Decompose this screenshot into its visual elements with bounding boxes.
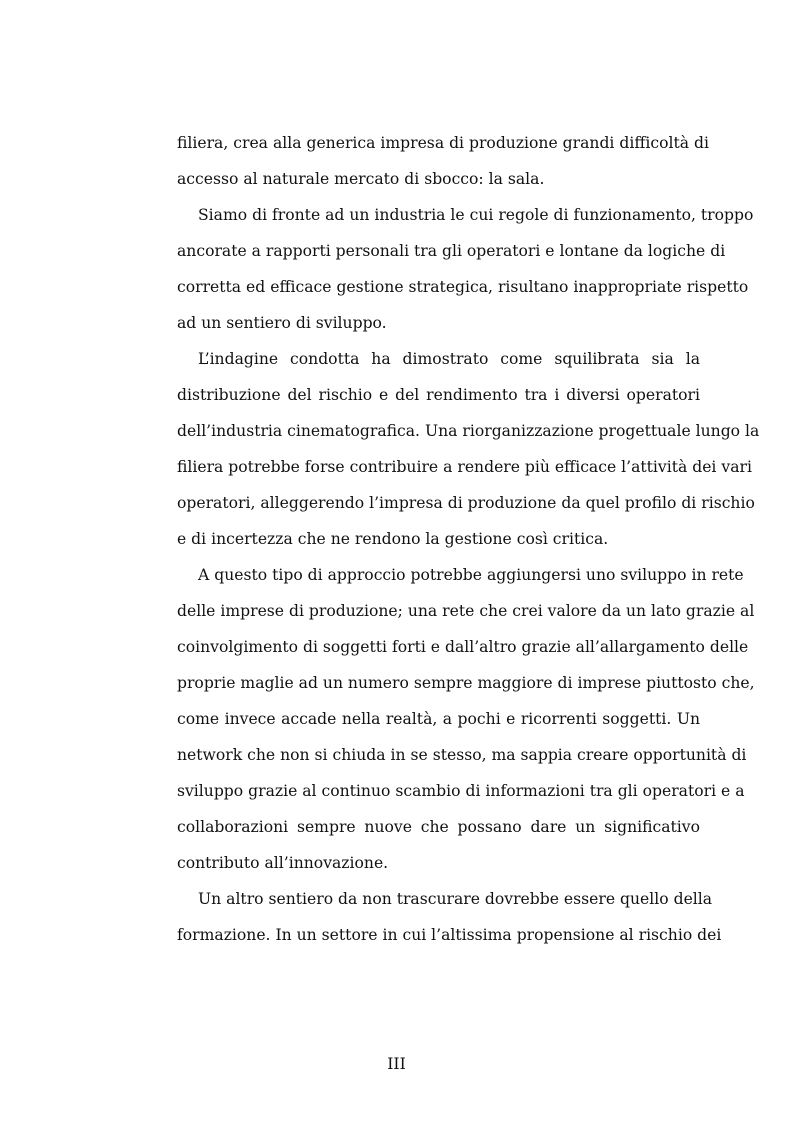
body-text (177, 125, 760, 953)
text-line: proprie maglie ad un numero sempre maggiore di imprese piuttosto che, (177, 674, 755, 692)
text-line: corretta ed efficace gestione strategica, risultano inappropriate rispetto (177, 278, 749, 296)
text-line: Siamo di fronte ad un industria le cui regole di funzionamento, troppo (198, 206, 754, 224)
text-line: operatori, alleggerendo l’impresa di produzione da quel profilo di rischio (177, 494, 755, 512)
paragraph-2 (177, 197, 754, 341)
text-line: e di incertezza che ne rendono la gestione così critica. (177, 530, 609, 548)
text-line: filiera, crea alla generica impresa di produzione grandi difficoltà di (177, 134, 709, 152)
text-line: Un altro sentiero da non trascurare dovrebbe essere quello della (198, 890, 713, 908)
text-line: dell’industria cinematografica. Una riorganizzazione progettuale lungo la (177, 422, 760, 440)
text-line: collaborazioni sempre nuove che possano dare un significativo (177, 818, 700, 836)
text-line: distribuzione del rischio e del rendimento tra i diversi operatori (177, 386, 700, 404)
text-line: network che non si chiuda in se stesso, ma sappia creare opportunità di (177, 746, 747, 764)
page-number: III (387, 1055, 406, 1073)
text-line: ad un sentiero di sviluppo. (177, 314, 387, 332)
text-line: A questo tipo di approccio potrebbe aggiungersi uno sviluppo in rete (198, 566, 744, 584)
text-line: coinvolgimento di soggetti forti e dall’altro grazie all’allargamento delle (177, 638, 749, 656)
text-line: accesso al naturale mercato di sbocco: la sala. (177, 170, 545, 188)
text-line: formazione. In un settore in cui l’altissima propensione al rischio dei (177, 926, 722, 944)
text-line: contributo all’innovazione. (177, 854, 389, 872)
paragraph-4 (177, 557, 755, 881)
text-line: delle imprese di produzione; una rete che crei valore da un lato grazie al (177, 602, 755, 620)
paragraph-5 (177, 881, 722, 953)
text-line: sviluppo grazie al continuo scambio di informazioni tra gli operatori e a (177, 782, 745, 800)
paragraph-1 (177, 125, 709, 197)
text-line: filiera potrebbe forse contribuire a rendere più efficace l’attività dei vari (177, 458, 752, 476)
text-line: L’indagine condotta ha dimostrato come squilibrata sia la (198, 350, 700, 368)
text-line: ancorate a rapporti personali tra gli operatori e lontane da logiche di (177, 242, 726, 260)
paragraph-3 (177, 341, 760, 557)
text-line: come invece accade nella realtà, a pochi e ricorrenti soggetti. Un (177, 710, 700, 728)
